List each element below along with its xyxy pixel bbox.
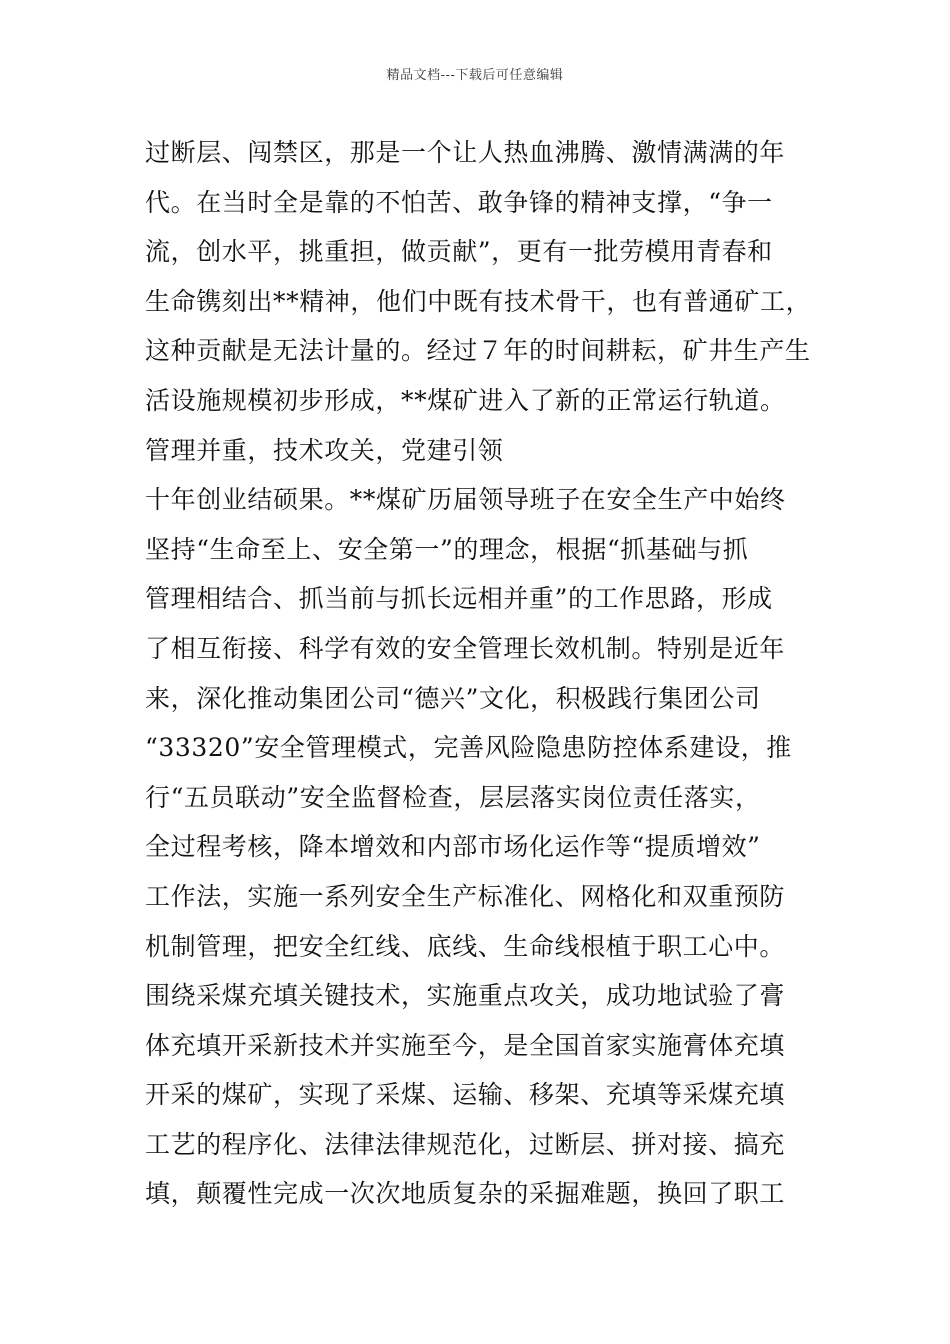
text-line: 工艺的程序化、法律法律规范化，过断层、拼对接、搞充 (145, 1129, 786, 1159)
text-line: 流，创水平，挑重担，做贡献”，更有一批劳模用青春和 (145, 237, 773, 267)
text-line: “33320”安全管理模式，完善风险隐患防控体系建设，推 (145, 733, 792, 763)
text-line: 活设施规模初步形成，**煤矿进入了新的正常运行轨道。 (145, 385, 786, 415)
text-line: 体充填开采新技术并实施至今，是全国首家实施膏体充填 (145, 1030, 786, 1060)
text-line: 工作法，实施一系列安全生产标准化、网格化和双重预防 (145, 881, 786, 911)
text-line: 十年创业结硕果。**煤矿历届领导班子在安全生产中始终 (145, 485, 786, 515)
text-line: 管理相结合、抓当前与抓长远相并重”的工作思路，形成 (145, 584, 773, 614)
page-header: 精品文档---下载后可任意编辑 (386, 68, 564, 83)
text-line: 行“五员联动”安全监督检查，层层落实岗位责任落实， (145, 782, 761, 812)
text-line: 机制管理，把安全红线、底线、生命线根植于职工心中。 (145, 931, 786, 961)
text-line: 来，深化推动集团公司“德兴”文化，积极践行集团公司 (145, 683, 761, 713)
text-line: 围绕采煤充填关键技术，实施重点攻关，成功地试验了膏 (145, 981, 786, 1011)
text-line: 坚持“生命至上、安全第一”的理念，根据“抓基础与抓 (145, 534, 749, 564)
text-line: 全过程考核，降本增效和内部市场化运作等“提质增效” (145, 832, 761, 862)
text-line: 这种贡献是无法计量的。经过７年的时间耕耘，矿井生产生 (145, 336, 811, 366)
text-line: 开采的煤矿，实现了采煤、运输、移架、充填等采煤充填 (145, 1080, 786, 1110)
text-line: 生命镌刻出**精神，他们中既有技术骨干，也有普通矿工， (145, 286, 812, 316)
text-line: 代。在当时全是靠的不怕苦、敢争锋的精神支撑，“争一 (145, 187, 773, 217)
text-line: 填，颠覆性完成一次次地质复杂的采掘难题，换回了职工 (145, 1179, 786, 1209)
text-line: 了相互衔接、科学有效的安全管理长效机制。特别是近年 (145, 633, 786, 663)
text-line: 过断层、闯禁区，那是一个让人热血沸腾、激情满满的年 (145, 138, 786, 167)
section-heading: 管理并重，技术攻关，党建引领 (145, 435, 504, 465)
document-body (145, 128, 825, 1219)
